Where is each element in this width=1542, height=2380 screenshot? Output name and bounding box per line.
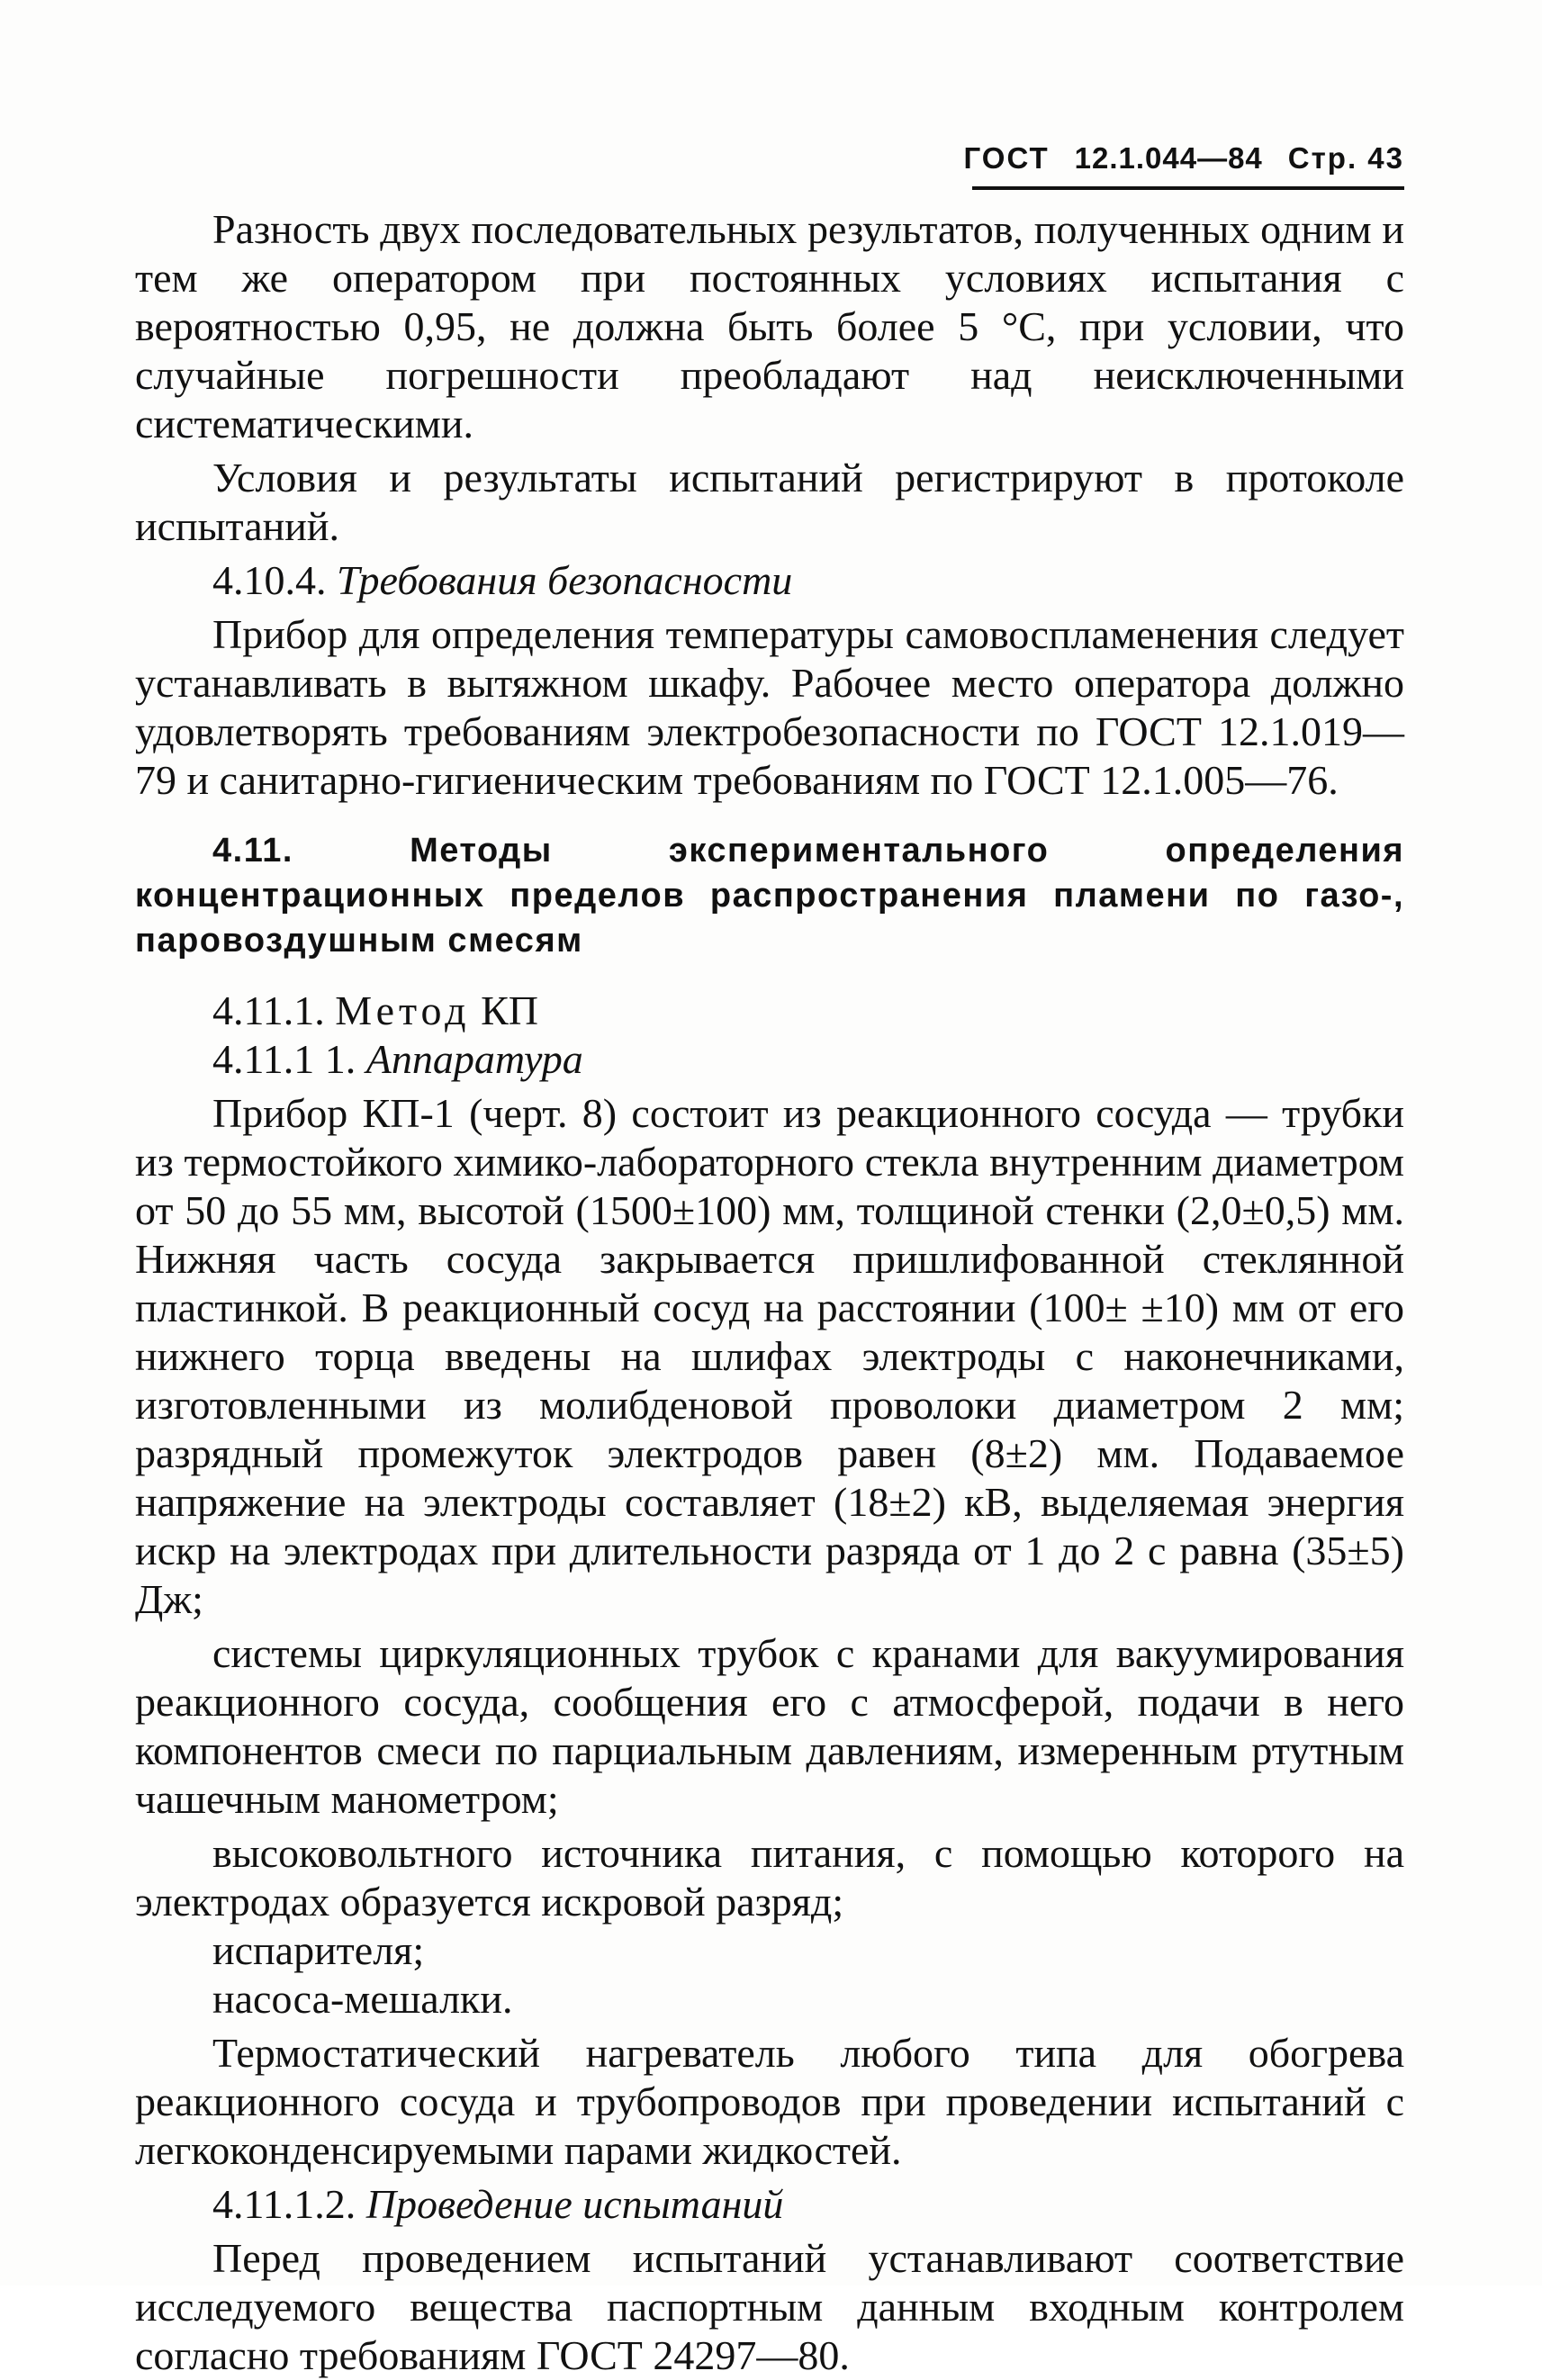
heading-number: 4.10.4. <box>212 557 327 603</box>
section-heading-4-11: 4.11. Методы экспериментального определения концентрационных пределов распространения пламени по газо-, паровоздушным смесям <box>135 832 1404 960</box>
heading-number: 4.11.1.2. <box>212 2181 356 2227</box>
paragraph-apparatus: Прибор КП-1 (черт. 8) состоит из реакционного сосуда — трубки из термостойкого химико-лабораторного стекла внутренним диаметром от 50 до 55 мм, высотой (1500±100) мм, толщиной стенки (2,0±0,5) мм. Нижняя часть сосуда закрывается пришлифованной стеклянной пластинкой. В реакционный сосуд на расстоянии (100± ±10) мм от его нижнего торца введены на шлифах электроды с наконечниками, изготовленными из молибденовой проволоки диаметром 2 мм; разрядный промежуток электродов равен (8±2) мм. Подаваемое напряжение на электроды составляет (18±2) кВ, выделяемая энергия искр на электродах при длительности разряда от 1 до 2 с равна (35±5) Дж; <box>135 1090 1404 1622</box>
header-label: ГОСТ <box>963 141 1050 175</box>
heading-title: Требования безопасности <box>337 557 793 603</box>
paragraph-reproducibility: Разность двух последовательных результатов, полученных одним и тем же оператором при постоянных условиях испытания с вероятностью 0,95, не должна быть более 5 °С, при условии, что случайные погрешности преобладают над неисключенными систематическими. <box>135 206 1404 446</box>
heading-4-11-1-2 <box>135 2180 1404 2229</box>
heading-4-11-1 <box>135 987 1404 1035</box>
document-body <box>135 205 1404 2380</box>
heading-4-11-1-1 <box>135 1035 1404 1084</box>
heading-number: 4.11.1 1. <box>212 1036 356 1082</box>
list-item-evaporator: испарителя; <box>212 1927 425 1973</box>
heading-title: Аппаратура <box>365 1036 583 1082</box>
method-code: КП <box>481 987 538 1033</box>
heading-title: Проведение испытаний <box>365 2181 784 2227</box>
heading-title: Метод <box>335 987 471 1033</box>
page-number: Стр. 43 <box>1287 141 1404 175</box>
paragraph-preparation: Перед проведением испытаний устанавливают соответствие исследуемого вещества паспортным данным входным контролем согласно требованиям ГОСТ 24297—80. <box>135 2235 1404 2378</box>
page-header <box>963 131 1404 190</box>
paragraph-safety: Прибор для определения температуры самовоспламенения следует устанавливать в вытяжном шкафу. Рабочее место оператора должно удовлетворять требованиям электробезопасности по ГОСТ 12.1.019—79 и санитарно-гигиеническим требованиям по ГОСТ 12.1.005—76. <box>135 611 1404 803</box>
heading-number: 4.11.1. <box>212 987 325 1033</box>
paragraph-heater: Термостатический нагреватель любого типа для обогрева реакционного сосуда и трубопроводов при проведении испытаний с легкоконденсируемыми парами жидкостей. <box>135 2030 1404 2173</box>
paragraph-circulation-system: системы циркуляционных трубок с кранами для вакуумирования реакционного сосуда, сообщения его с атмосферой, подачи в него компонентов смеси по парциальным давлениям, измеренным ртутным чашечным манометром; <box>135 1630 1404 1822</box>
heading-4-10-4 <box>135 556 1404 605</box>
standard-number: 12.1.044—84 <box>1074 141 1263 175</box>
list-item-pump-mixer: насоса-мешалки. <box>212 1976 513 2022</box>
paragraph-protocol: Условия и результаты испытаний регистрируют в протоколе испытаний. <box>135 455 1404 549</box>
paragraph-power-source: высоковольтного источника питания, с помощью которого на электродах образуется искровой разряд; <box>135 1830 1404 1925</box>
